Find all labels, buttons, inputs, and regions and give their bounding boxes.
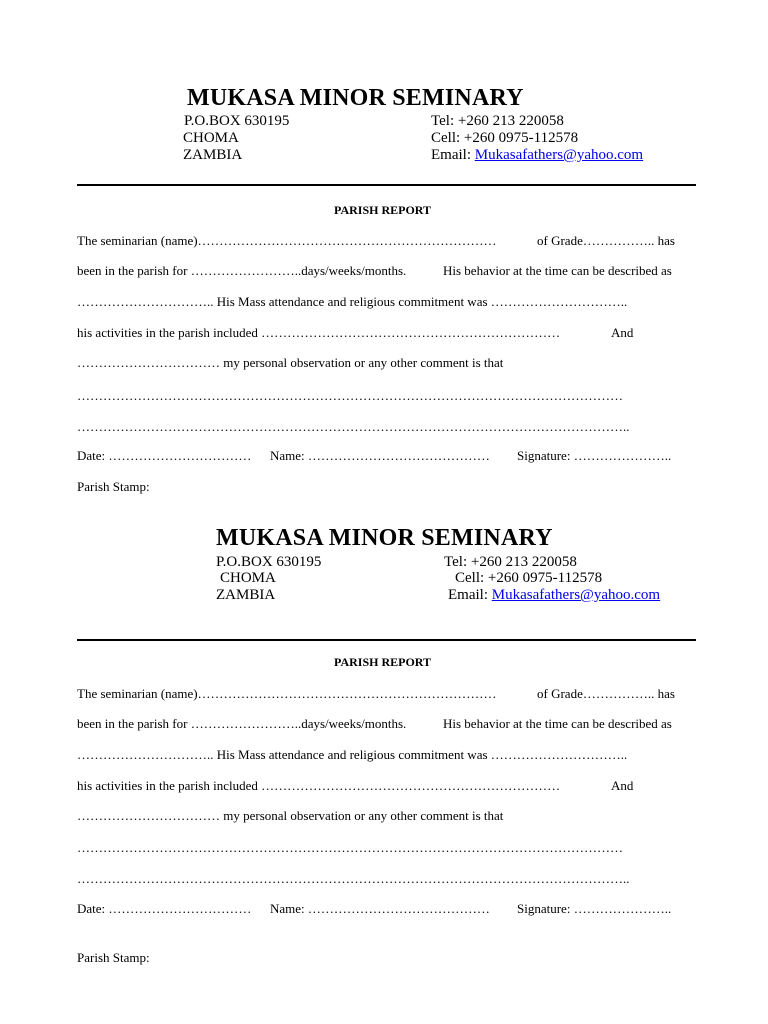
email-line [448,587,660,604]
comment-dotted-line: ……………………………………………………………………………………………………………… [77,840,623,855]
date-label: Date: [77,901,106,916]
activities-line: his activities in the parish included …………………………………………………………… [77,778,561,793]
seminarian-name-line: The seminarian (name)…………………………………………………………… [77,686,497,701]
telephone: Tel: +260 213 220058 [444,554,577,570]
activities-line: his activities in the parish included …………………………………………………………… [77,325,561,340]
mass-attendance-line: ………………………….. His Mass attendance and religious commitment was ………………………….. [77,747,628,762]
and-text: And [611,778,634,793]
name-label: Name: [270,448,305,463]
name-field [270,901,490,917]
name-blank: …………………………………… [307,448,490,463]
signature-field [517,901,671,917]
behavior-text: His behavior at the time can be described as [443,716,672,731]
cellphone: Cell: +260 0975-112578 [455,570,603,586]
signature-label: Signature: [517,448,571,463]
country: ZAMBIA [216,587,276,603]
duration-line: been in the parish for ……………………..days/weeks/months. [77,263,407,278]
header-divider [77,639,696,641]
comment-dotted-line: ……………………………………………………………………………………………………………….. [77,419,630,434]
behavior-text: His behavior at the time can be described as [443,263,672,278]
parish-stamp-label: Parish Stamp: [77,950,150,965]
comment-dotted-line: ……………………………………………………………………………………………………………….. [77,871,630,886]
seminarian-name-line: The seminarian (name)…………………………………………………………… [77,233,497,248]
date-blank: …………………………… [108,901,252,916]
email-link[interactable]: Mukasafathers@yahoo.com [474,147,644,163]
report-title: PARISH REPORT [334,203,432,217]
signature-field [517,448,671,464]
po-box: P.O.BOX 630195 [184,113,290,129]
observation-line: …………………………… my personal observation or any other comment is that [77,808,504,823]
date-field [77,448,251,464]
grade-text: of Grade…………….. has [537,686,675,701]
cellphone: Cell: +260 0975-112578 [431,130,579,146]
email-link[interactable]: Mukasafathers@yahoo.com [491,587,661,603]
town: CHOMA [183,130,239,146]
email-line [431,147,643,164]
and-text: And [611,325,634,340]
parish-stamp-label: Parish Stamp: [77,479,150,494]
observation-line: …………………………… my personal observation or any other comment is that [77,355,504,370]
date-blank: …………………………… [108,448,252,463]
name-blank: …………………………………… [307,901,490,916]
signature-blank: ………………….. [573,901,672,916]
mass-attendance-line: ………………………….. His Mass attendance and religious commitment was ………………………….. [77,294,628,309]
town: CHOMA [220,570,276,586]
name-field [270,448,490,464]
comment-dotted-line: ……………………………………………………………………………………………………………… [77,388,623,403]
duration-line: been in the parish for ……………………..days/weeks/months. [77,716,407,731]
name-label: Name: [270,901,305,916]
grade-text: of Grade…………….. has [537,233,675,248]
seminary-name: MUKASA MINOR SEMINARY [187,85,524,111]
email-label: Email: [448,587,492,603]
signature-label: Signature: [517,901,571,916]
email-label: Email: [431,147,475,163]
date-field [77,901,251,917]
date-label: Date: [77,448,106,463]
seminary-name: MUKASA MINOR SEMINARY [216,525,553,551]
header-divider [77,184,696,186]
country: ZAMBIA [183,147,243,163]
po-box: P.O.BOX 630195 [216,554,322,570]
signature-blank: ………………….. [573,448,672,463]
report-title: PARISH REPORT [334,655,432,669]
telephone: Tel: +260 213 220058 [431,113,564,129]
